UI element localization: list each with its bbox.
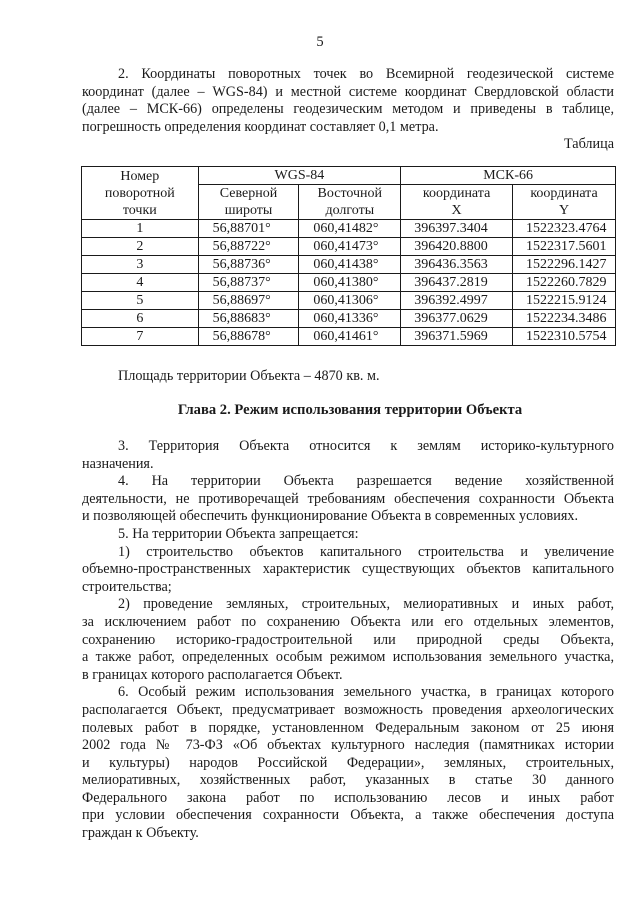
paragraph-2 [82, 66, 614, 154]
table-row: 1 56,88701° 060,41482° 396397.3404 1522323.4764 [82, 220, 616, 238]
text-line: деятельности, не противоречащей требованиям обеспечения сохранности Объекта [82, 490, 614, 507]
text-line: располагается Объект, предусматривает возможность проведения археологических [82, 701, 614, 718]
header-coord-y: координата Y [513, 185, 616, 220]
text-line: 2002 года № 73-ФЗ «Об объектах культурного наследия (памятниках истории [82, 737, 614, 754]
text-line: 5. На территории Объекта запрещается: [118, 525, 359, 542]
text-line: полевых работ в порядке, установленном Федеральным законом от 25 июня [82, 719, 614, 736]
header-east-longitude: Восточной долготы [299, 185, 401, 220]
text-line: объемно-пространственных характеристик существующих объектов капитального [82, 561, 614, 578]
text-line: за исключением работ по сохранению Объекта или его отдельных элементов, [82, 613, 614, 630]
text-line: мелиоративных, хозяйственных работ, указанных в статье 30 данного [82, 772, 614, 789]
table-label: Таблица [563, 136, 614, 153]
text-line: (далее – МСК-66) определены геодезическим методом и приведены в таблице, [82, 101, 614, 118]
text-line: 1) строительство объектов капитального строительства и увеличение [118, 543, 614, 560]
text-line: 6. Особый режим использования земельного участка, в границах которого [118, 684, 614, 701]
chapter-title: Глава 2. Режим использования территории Объекта [177, 402, 523, 418]
text-line: погрешность определения координат составляет 0,1 метра. [82, 118, 439, 135]
text-line: и культуры) народов Российской Федерации», земляных, строительных, [82, 754, 614, 771]
text-line: в границах которого располагается Объект. [82, 666, 343, 683]
body-text [82, 438, 614, 843]
text-line: 2. Координаты поворотных точек во Всемирной геодезической системе [118, 66, 614, 82]
text-line: 2) проведение земляных, строительных, мелиоративных и иных работ, [118, 596, 614, 613]
text-line: Федерального закона работ по использованию лесов и иных работ [82, 789, 614, 806]
text-line: при условии обеспечения сохранности Объекта, а также обеспечения доступа [82, 807, 614, 824]
table-row: 5 56,88697° 060,41306° 396392.4997 1522215.9124 [82, 292, 616, 310]
table-row: 6 56,88683° 060,41336° 396377.0629 1522234.3486 [82, 310, 616, 328]
text-line: граждан к Объекту. [82, 825, 199, 842]
table-row: 7 56,88678° 060,41461° 396371.5969 1522310.5754 [82, 328, 616, 346]
text-line: 3. Территория Объекта относится к землям историко-культурного [118, 438, 614, 454]
page-number: 5 [316, 34, 324, 50]
table-row: 4 56,88737° 060,41380° 396437.2819 1522260.7829 [82, 274, 616, 292]
table-row: 2 56,88722° 060,41473° 396420.8800 1522317.5601 [82, 238, 616, 256]
coordinates-table [81, 166, 616, 346]
header-north-latitude: Северной широты [198, 185, 299, 220]
area-statement: Площадь территории Объекта – 4870 кв. м. [118, 368, 380, 384]
text-line: координат (далее – WGS-84) и местной системе координат Свердловской области [82, 83, 614, 100]
text-line: назначения. [82, 455, 154, 472]
text-line: 4. На территории Объекта разрешается ведение хозяйственной [118, 473, 614, 490]
table-row: 3 56,88736° 060,41438° 396436.3563 1522296.1427 [82, 256, 616, 274]
text-line: сохранению историко-градостроительной или природной среды Объекта, [82, 631, 614, 648]
text-line: строительства; [82, 578, 172, 595]
text-line: а также работ, определенных особым режимом использования земельного участка, [82, 649, 614, 666]
header-wgs84: WGS-84 [198, 167, 401, 185]
header-point-number: Номер поворотной точки [82, 167, 199, 220]
text-line: и позволяющей обеспечить функционирование Объекта в современных условиях. [82, 508, 579, 525]
header-coord-x: координата X [401, 185, 513, 220]
header-msk66: МСК-66 [401, 167, 616, 185]
